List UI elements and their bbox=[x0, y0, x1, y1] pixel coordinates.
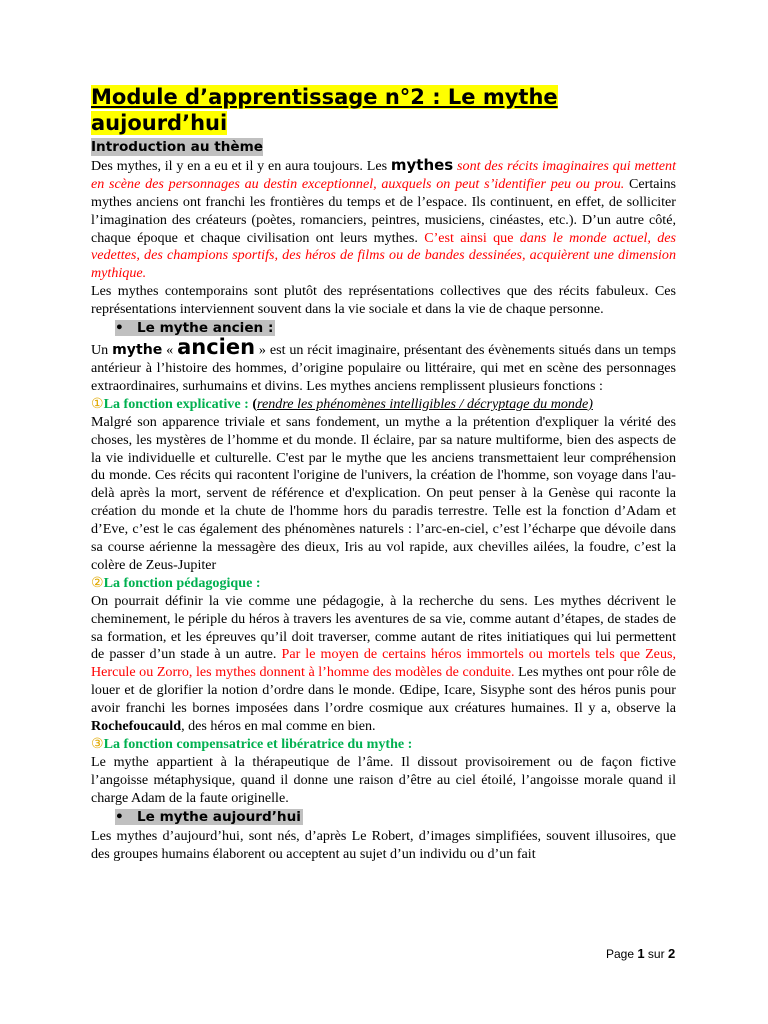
function-1-paren: ( bbox=[252, 395, 258, 412]
ancien-big-word: ancien bbox=[177, 335, 256, 360]
function-2-text bbox=[91, 593, 676, 736]
function-3-text: Le mythe appartient à la thérapeutique de l’âme. Il dissout provisoirement ou de façon fictive l’angoisse métaphysique, quand il donne une raison d’être au ciel étoilé, l’angoisse morale quand il charge Adam de la faute originelle. bbox=[91, 753, 676, 806]
heading-mythe-aujourdhui bbox=[115, 808, 676, 826]
function-1-heading bbox=[91, 396, 676, 414]
number-2-icon: ② bbox=[91, 575, 104, 591]
ancien-paragraph bbox=[91, 335, 676, 396]
bullet-icon: • bbox=[115, 320, 124, 337]
footer-page-total: 2 bbox=[667, 946, 676, 961]
function-3-heading bbox=[91, 736, 676, 754]
function-1-label: La fonction explicative : bbox=[103, 395, 253, 412]
number-1-icon: ① bbox=[91, 396, 104, 412]
number-3-icon: ③ bbox=[91, 737, 104, 752]
aujourdhui-paragraph: Les mythes d’aujourd’hui, sont nés, d’après Le Robert, d’images simplifiées, souvent illusoires, que des groupes humains élaborent ou acceptent au sujet d’un individu ou d’un fait bbox=[91, 827, 676, 862]
function-1-text: Malgré son apparence triviale et sans fondement, un mythe a la prétention d'expliquer la vérité des choses, les mystères de l’homme et du monde. Il éclaire, par sa nature multiforme, bien des aspects de la vie individuelle et culturelle. C'est par le mythe que les anciens transmettaient leur compréhension du monde. Ces récits qui racontent l'origine de l'univers, la création de l'homme, son voyage dans l'au-delà après la mort, servent de référence et d'explication. On peut penser à la Genèse qui raconte la création du monde et la chute de l'homme hors du paradis terrestre. Telle est la fonction d’Adam et d’Eve, c’est le cas également des phénomènes naturels : l’arc-en-ciel, c’est l’écharpe que dévoile dans sa course aérienne la messagère des dieux, Iris au vol rapide, aux chevilles ailées, la foudre, c’est la colère de Zeus-Jupiter bbox=[91, 413, 676, 573]
page-content bbox=[91, 84, 676, 863]
function-2-text-red: Par le moyen de certains héros immortels ou mortels tels que Zeus, Hercule ou Zorro, les mythes donnent à l’homme des modèles de conduite. bbox=[91, 646, 676, 681]
bullet-icon: • bbox=[115, 808, 124, 825]
function-2-text-c: , des héros en mal comme en bien. bbox=[181, 718, 376, 735]
intro-text-b: sont des récits imaginaires qui mettent en scène des personnages au destin exceptionnel, auxquels on peut s’identifier peu ou prou. bbox=[91, 157, 676, 192]
heading-mythe-aujourdhui-label: Le mythe aujourd’hui bbox=[137, 808, 301, 825]
function-3-label: La fonction compensatrice et libératrice du mythe : bbox=[103, 736, 413, 752]
intro-heading: Introduction au thème bbox=[91, 139, 264, 155]
intro-text-d: C’est ainsi que bbox=[424, 229, 520, 246]
intro-mythes-word: mythes bbox=[390, 155, 454, 174]
function-2-rochefoucauld: Rochefoucauld bbox=[91, 718, 182, 735]
heading-mythe-ancien-label: Le mythe ancien : bbox=[137, 320, 274, 337]
ancien-text-a: Un bbox=[91, 342, 113, 359]
title-line-2: aujourd’hui bbox=[91, 111, 228, 135]
function-2-label: La fonction pédagogique : bbox=[103, 574, 261, 591]
intro-text-a: Des mythes, il y en a eu et il y en aura toujours. Les bbox=[91, 157, 391, 174]
function-2-text-a: On pourrait définir la vie comme une pédagogie, à la recherche du sens. Les mythes décrivent le cheminement, le périple du héros à travers les aventures de sa vie, comme autant d’étapes, de stades de sa formation, et les épreuves qu’il doit traverser, comme autant de rites initiatiques qui lui permettent de passer d’un stade à un autre. bbox=[91, 592, 676, 663]
ancien-text-c: » est un récit imaginaire, présentant des évènements situés dans un temps antérieur à l’histoire des hommes, d’origine populaire ou littéraire, qui met en scène des personnages extraordinaires, surhumains et divins. Les mythes anciens remplissent plusieurs fonctions : bbox=[91, 342, 676, 394]
footer-sur-word: sur bbox=[644, 947, 668, 961]
title-line-1: Module d’apprentissage n°2 : Le mythe bbox=[91, 85, 558, 109]
ancien-text-b: « bbox=[162, 342, 178, 359]
intro-paragraph bbox=[91, 157, 676, 283]
function-2-text-b: Les mythes ont pour rôle de louer et de glorifier la notion d’ordre dans le monde. Œdipe, Icare, Sisyphe sont des héros punis pour avoir franchi les bornes imposées dans l’ordre cosmique aux créatures humaines. Il y a, observe la bbox=[91, 664, 677, 717]
footer-page-number: 1 bbox=[637, 946, 645, 961]
function-1-subtitle: rendre les phénomènes intelligibles / décryptage du monde) bbox=[257, 395, 593, 412]
page-footer bbox=[606, 946, 675, 961]
intro-text-e: dans le monde actuel, des vedettes, des champions sportifs, des héros de films ou de bandes dessinées, acquièrent une dimension mythique. bbox=[91, 229, 676, 282]
footer-page-word: Page bbox=[606, 947, 638, 961]
intro-text-c: Certains mythes anciens ont franchi les frontières du temps et de l’espace. Ils continuent, en effet, de solliciter l’imagination des créateurs (poètes, romanciers, peintres, musiciens, cinéastes, etc.). D’un autre côté, chaque époque et chaque civilisation ont leurs mythes. bbox=[91, 175, 676, 246]
intro-paragraph-2: Les mythes contemporains sont plutôt des représentations collectives que des récits fabuleux. Ces représentations interviennent souvent dans la vie sociale et dans la vie de chaque personne. bbox=[91, 283, 676, 318]
function-2-heading bbox=[91, 575, 676, 593]
ancien-mythe-word: mythe bbox=[112, 342, 163, 359]
page-title bbox=[91, 84, 676, 136]
